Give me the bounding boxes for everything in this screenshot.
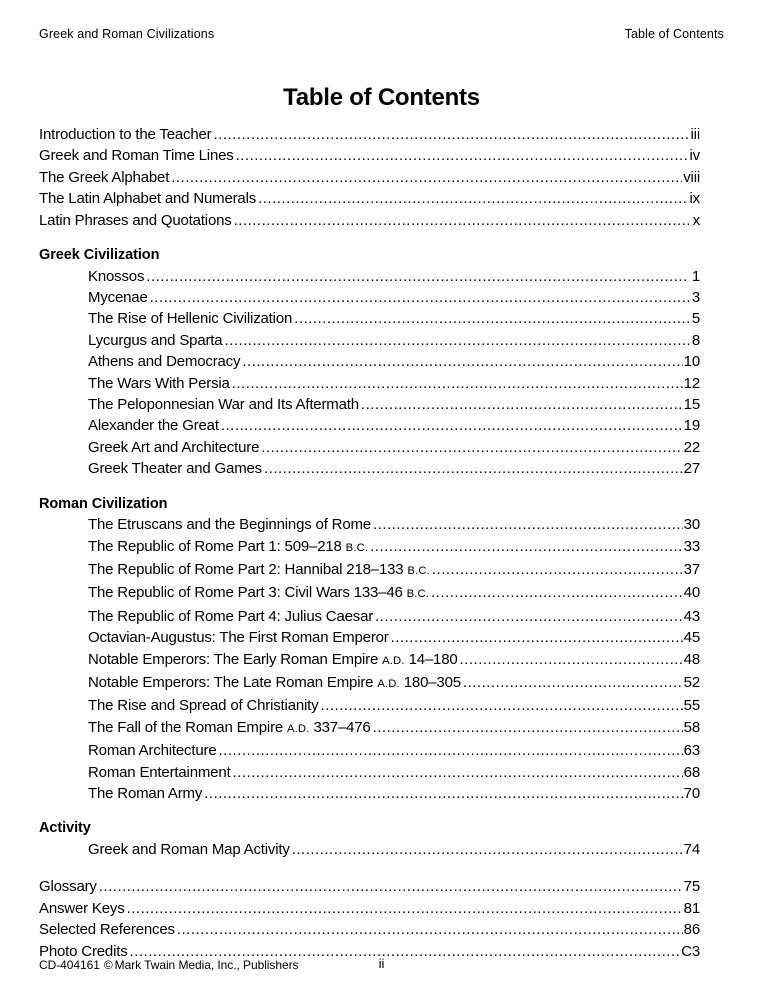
toc-leader-dots xyxy=(431,582,683,603)
toc-group-roman-civilization xyxy=(39,497,700,805)
toc-entry-label xyxy=(39,898,125,919)
toc-entry-title: The Wars With Persia xyxy=(88,374,230,392)
toc-entry[interactable] xyxy=(39,188,700,209)
toc-leader-dots xyxy=(233,762,683,783)
toc-entry-title: Photo Credits xyxy=(39,942,128,960)
toc-entry-title: Alexander the Great xyxy=(88,417,219,435)
toc-leader-dots xyxy=(391,627,683,648)
toc-entry[interactable] xyxy=(39,287,700,308)
toc-entry-title: Octavian-Augustus: The First Roman Emperor xyxy=(88,629,389,647)
toc-entry[interactable] xyxy=(39,145,700,166)
toc-entry-label xyxy=(39,919,175,940)
toc-entry-label xyxy=(88,308,292,329)
toc-entry-page-number: 74 xyxy=(683,840,700,858)
running-head-book-title: Greek and Roman Civilizations xyxy=(39,27,215,41)
toc-entry-label xyxy=(88,437,259,458)
toc-entry-era-marker: B.C. xyxy=(406,588,430,601)
toc-group-back-matter xyxy=(39,876,700,962)
toc-leader-dots xyxy=(373,514,683,535)
toc-entry-title: The Roman Army xyxy=(88,784,203,802)
toc-entry-page-number: 63 xyxy=(683,742,700,760)
toc-section-heading: Roman Civilization xyxy=(39,495,168,512)
toc-group-front-matter xyxy=(39,124,700,231)
toc-entry-label xyxy=(88,266,144,287)
toc-entry-title: Roman Architecture xyxy=(88,742,217,760)
toc-entry-page-number: 75 xyxy=(683,878,700,896)
toc-entry-page-number: C3 xyxy=(681,942,700,960)
toc-entry-label xyxy=(88,351,240,372)
toc-leader-dots xyxy=(261,437,682,458)
toc-entry[interactable] xyxy=(39,536,700,559)
toc-entry-page-number: 10 xyxy=(683,353,700,371)
toc-entry-label xyxy=(39,188,256,209)
toc-entry[interactable] xyxy=(39,672,700,695)
toc-leader-dots xyxy=(258,188,688,209)
toc-entry[interactable] xyxy=(39,308,700,329)
toc-entry-label xyxy=(88,695,319,716)
toc-entry-label xyxy=(88,582,429,605)
toc-leader-dots xyxy=(463,672,683,693)
toc-entry-label xyxy=(88,627,389,648)
toc-entry-title-tail: 337–476 xyxy=(309,718,371,736)
toc-entry-page-number: iv xyxy=(689,147,700,165)
toc-leader-dots xyxy=(127,898,683,919)
toc-entry[interactable] xyxy=(39,124,700,145)
toc-entry[interactable] xyxy=(39,394,700,415)
toc-entry-title: Mycenae xyxy=(88,288,148,306)
toc-entry-label xyxy=(88,762,231,783)
toc-entry-page-number: 68 xyxy=(683,763,700,781)
toc-entry-label xyxy=(88,672,461,695)
toc-entry-title: Greek and Roman Time Lines xyxy=(39,147,234,165)
toc-entry[interactable] xyxy=(39,649,700,672)
toc-entry-label xyxy=(88,415,219,436)
toc-leader-dots xyxy=(221,415,683,436)
toc-leader-dots xyxy=(361,394,683,415)
toc-entry-page-number: 19 xyxy=(683,417,700,435)
toc-entry-title: Notable Emperors: The Late Roman Empire xyxy=(88,673,378,691)
toc-entry-title: Notable Emperors: The Early Roman Empire xyxy=(88,650,383,668)
toc-entry-label xyxy=(88,287,148,308)
toc-leader-dots xyxy=(177,919,683,940)
toc-entry-title: Roman Entertainment xyxy=(88,763,231,781)
page-title: Table of Contents xyxy=(283,84,480,111)
toc-entry[interactable] xyxy=(39,210,700,231)
toc-leader-dots xyxy=(146,266,689,287)
toc-entry[interactable] xyxy=(39,717,700,740)
toc-entry-label xyxy=(88,839,290,860)
toc-leader-dots xyxy=(232,373,683,394)
toc-entry-title: Greek and Roman Map Activity xyxy=(88,840,290,858)
toc-entry-page-number: 52 xyxy=(683,673,700,691)
toc-entry-label xyxy=(39,167,169,188)
toc-entry-era-marker: B.C. xyxy=(345,541,369,554)
table-of-contents xyxy=(39,124,700,962)
toc-group-greek-civilization xyxy=(39,248,700,480)
toc-leader-dots xyxy=(236,145,689,166)
toc-entry-title: The Republic of Rome Part 1: 509–218 xyxy=(88,537,346,555)
toc-entry[interactable] xyxy=(39,373,700,394)
toc-entry-page-number: 12 xyxy=(683,374,700,392)
toc-entry-label xyxy=(88,373,230,394)
toc-entry-page-number: 33 xyxy=(683,537,700,555)
toc-leader-dots xyxy=(373,717,683,738)
toc-entry-title: Knossos xyxy=(88,267,145,285)
toc-leader-dots xyxy=(264,458,683,479)
toc-entry[interactable] xyxy=(39,458,700,479)
toc-entry-label xyxy=(88,559,430,582)
toc-entry-page-number: 40 xyxy=(683,584,700,602)
toc-entry-title: The Republic of Rome Part 3: Civil Wars 133–46 xyxy=(88,584,407,602)
toc-entry-page-number: viii xyxy=(683,168,700,186)
running-head-section: Table of Contents xyxy=(624,27,724,41)
toc-entry[interactable] xyxy=(39,415,700,436)
toc-entry-title: Glossary xyxy=(39,878,97,896)
toc-entry[interactable] xyxy=(39,695,700,716)
toc-entry-label xyxy=(39,210,232,231)
toc-entry-title: The Peloponnesian War and Its Aftermath xyxy=(88,395,359,413)
toc-entry-page-number: 55 xyxy=(683,697,700,715)
toc-entry-title: The Latin Alphabet and Numerals xyxy=(39,190,257,208)
toc-entry-page-number: 70 xyxy=(683,784,700,802)
toc-entry-title: Lycurgus and Sparta xyxy=(88,331,223,349)
toc-entry[interactable] xyxy=(39,606,700,627)
toc-entry-label xyxy=(88,606,373,627)
toc-entry-page-number: 15 xyxy=(683,395,700,413)
toc-leader-dots xyxy=(375,606,683,627)
toc-leader-dots xyxy=(460,649,683,670)
toc-leader-dots xyxy=(321,695,683,716)
toc-entry-era-marker: A.D. xyxy=(382,654,405,667)
toc-entry-page-number: 27 xyxy=(683,460,700,478)
toc-entry[interactable] xyxy=(39,582,700,605)
toc-entry[interactable] xyxy=(39,839,700,860)
toc-entry-title: The Fall of the Roman Empire xyxy=(88,718,288,736)
toc-entry[interactable] xyxy=(39,559,700,582)
toc-entry-label xyxy=(88,536,368,559)
toc-entry-title: The Greek Alphabet xyxy=(39,168,170,186)
toc-entry-label xyxy=(88,740,217,761)
toc-entry-title-tail: 14–180 xyxy=(404,650,458,668)
toc-entry[interactable] xyxy=(39,627,700,648)
toc-entry-label xyxy=(39,876,97,897)
toc-leader-dots xyxy=(99,876,683,897)
toc-entry-page-number: 8 xyxy=(691,331,700,349)
toc-entry-title: Introduction to the Teacher xyxy=(39,126,212,143)
footer-publisher: Mark Twain Media, Inc., Publishers xyxy=(114,958,299,972)
toc-entry-title: The Republic of Rome Part 2: Hannibal 218–133 xyxy=(88,560,408,578)
toc-entry[interactable] xyxy=(39,762,700,783)
toc-section-heading: Activity xyxy=(39,820,91,837)
toc-entry-page-number: 43 xyxy=(683,607,700,625)
toc-entry-era-marker: A.D. xyxy=(377,677,400,690)
toc-entry-title: The Rise and Spread of Christianity xyxy=(88,697,319,715)
toc-entry-title: The Etruscans and the Beginnings of Rome xyxy=(88,516,371,534)
copyright-icon: © xyxy=(103,958,113,972)
toc-entry-label xyxy=(39,124,211,145)
toc-entry[interactable] xyxy=(39,266,700,287)
toc-leader-dots xyxy=(171,167,682,188)
toc-entry-era-marker: A.D. xyxy=(287,722,310,735)
toc-entry-page-number: 5 xyxy=(691,310,700,328)
toc-leader-dots xyxy=(234,210,689,231)
toc-entry-page-number: 3 xyxy=(691,288,700,306)
toc-entry[interactable] xyxy=(39,919,700,940)
toc-entry[interactable] xyxy=(39,740,700,761)
toc-section-heading: Greek Civilization xyxy=(39,247,160,264)
toc-entry-title: Greek Art and Architecture xyxy=(88,438,260,456)
toc-entry-page-number: 45 xyxy=(683,629,700,647)
toc-entry-title: Latin Phrases and Quotations xyxy=(39,211,232,229)
toc-leader-dots xyxy=(150,287,689,308)
toc-entry[interactable] xyxy=(39,876,700,897)
toc-leader-dots xyxy=(370,536,683,557)
toc-entry-label xyxy=(88,330,222,351)
page-number: ii xyxy=(378,956,385,971)
toc-entry[interactable] xyxy=(39,437,700,458)
toc-entry-page-number: 30 xyxy=(683,516,700,534)
toc-entry[interactable] xyxy=(39,514,700,535)
toc-entry-page-number: x xyxy=(692,211,700,229)
toc-entry-label xyxy=(88,649,458,672)
toc-entry[interactable] xyxy=(39,330,700,351)
toc-leader-dots xyxy=(242,351,682,372)
toc-entry-title: The Republic of Rome Part 4: Julius Caesar xyxy=(88,607,374,625)
toc-entry[interactable] xyxy=(39,167,700,188)
toc-entry-page-number: ix xyxy=(689,190,700,208)
toc-entry-page-number: 48 xyxy=(683,650,700,668)
running-head xyxy=(39,27,724,41)
toc-entry-label xyxy=(39,145,234,166)
toc-entry-page-number: 58 xyxy=(683,718,700,736)
toc-entry-label xyxy=(88,394,359,415)
toc-entry-title: The Rise of Hellenic Civilization xyxy=(88,310,293,328)
toc-leader-dots xyxy=(292,839,683,860)
toc-entry[interactable] xyxy=(39,783,700,804)
toc-leader-dots xyxy=(213,124,689,145)
toc-entry-page-number: 81 xyxy=(683,899,700,917)
toc-leader-dots xyxy=(219,740,683,761)
toc-entry-page-number: iii xyxy=(690,126,700,143)
toc-entry-label xyxy=(88,514,371,535)
toc-entry-page-number: 22 xyxy=(683,438,700,456)
toc-entry-title: Athens and Democracy xyxy=(88,353,241,371)
toc-entry-label xyxy=(88,783,202,804)
toc-group-activity xyxy=(39,821,700,860)
toc-entry-page-number: 86 xyxy=(683,921,700,939)
toc-entry-page-number: 37 xyxy=(683,560,700,578)
toc-leader-dots xyxy=(432,559,683,580)
toc-entry[interactable] xyxy=(39,351,700,372)
toc-entry-page-number: 1 xyxy=(691,267,700,285)
toc-entry-title: Answer Keys xyxy=(39,899,125,917)
toc-entry-label xyxy=(88,717,371,740)
toc-entry-title-tail: 180–305 xyxy=(399,673,461,691)
toc-entry-title: Greek Theater and Games xyxy=(88,460,263,478)
toc-entry-title: Selected References xyxy=(39,921,175,939)
toc-entry[interactable] xyxy=(39,898,700,919)
toc-leader-dots xyxy=(294,308,689,329)
toc-entry-label xyxy=(88,458,262,479)
toc-leader-dots xyxy=(204,783,682,804)
toc-leader-dots xyxy=(224,330,689,351)
toc-entry-era-marker: B.C. xyxy=(407,564,430,577)
footer-product-code: CD-404161 xyxy=(39,958,100,972)
